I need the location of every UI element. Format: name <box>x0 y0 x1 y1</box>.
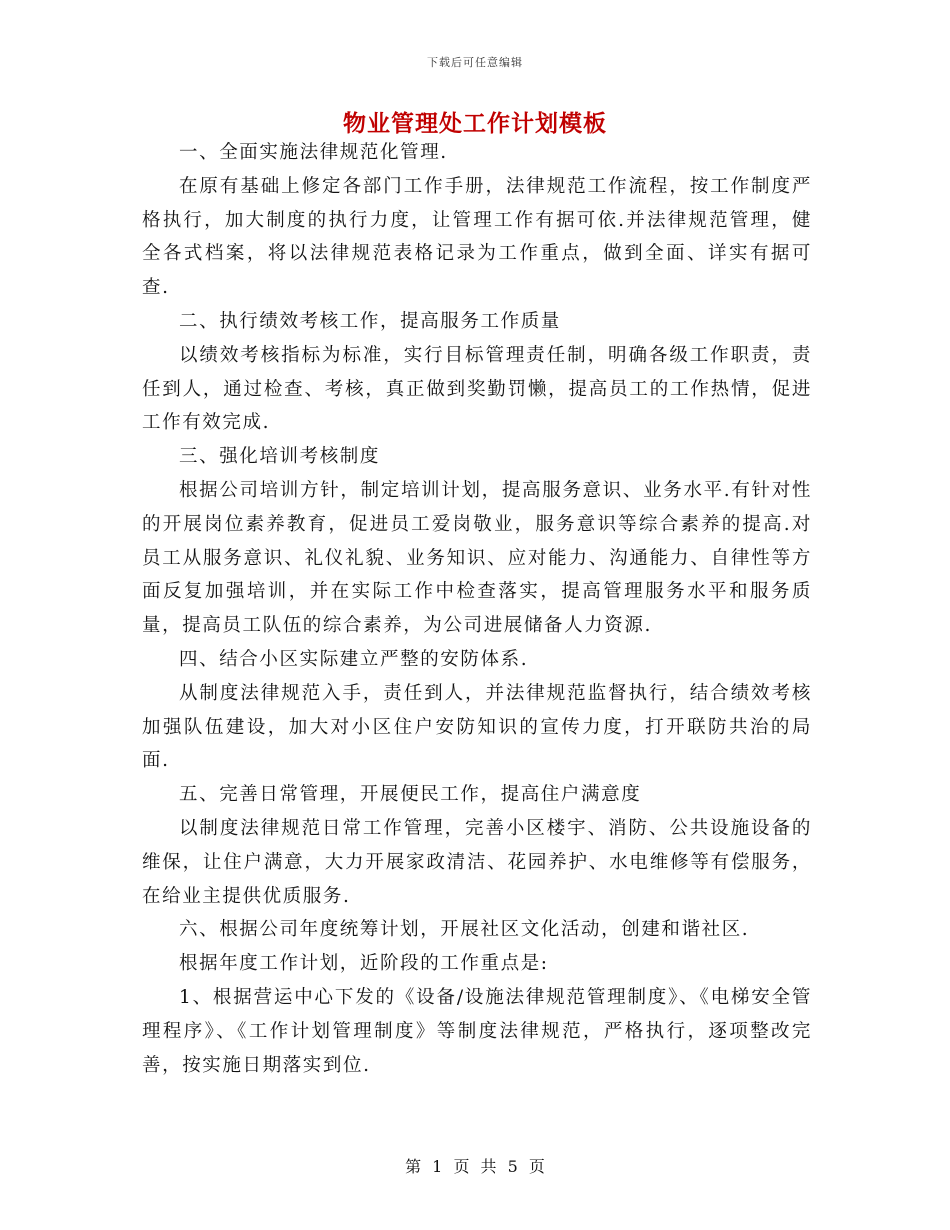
heading-section-6: 六、根据公司年度统筹计划，开展社区文化活动，创建和谐社区. <box>179 919 750 941</box>
paragraph-focus-item-1: 1、根据营运中心下发的《设备/设施法律规范管理制度》、《电梯安全管理程序》、《工作计划管理制度》等制度法律规范，严格执行，逐项整改完善，按实施日期落实到位. <box>142 986 812 1076</box>
paragraph-section-4: 从制度法律规范入手，责任到人，并法律规范监督执行，结合绩效考核加强队伍建设，加大对小区住户安防知识的宣传力度，打开联防共治的局面. <box>142 682 812 772</box>
heading-section-5: 五、完善日常管理，开展便民工作，提高住户满意度 <box>179 784 642 806</box>
paragraph-section-3: 根据公司培训方针，制定培训计划，提高服务意识、业务水平.有针对性的开展岗位素养教育，促进员工爱岗敬业，服务意识等综合素养的提高.对员工从服务意识、礼仪礼貌、业务知识、应对能力、沟通能力、自律性等方面反复加强培训，并在实际工作中检查落实，提高管理服务水平和服务质量，提高员工队伍的综合素养，为公司进展储备人力资源. <box>142 479 812 637</box>
paragraph-section-2: 以绩效考核指标为标准，实行目标管理责任制，明确各级工作职责，责任到人，通过检查、考核，真正做到奖勤罚懒，提高员工的工作热情，促进工作有效完成. <box>142 344 812 434</box>
document-title: 物业管理处工作计划模板 <box>343 110 607 137</box>
header-note: 下载后可任意编辑 <box>427 56 523 69</box>
page-number-footer: 第 1 页 共 5 页 <box>405 1157 545 1176</box>
paragraph-section-5: 以制度法律规范日常工作管理，完善小区楼宇、消防、公共设施设备的维保，让住户满意，大力开展家政清洁、花园养护、水电维修等有偿服务，在给业主提供优质服务. <box>142 817 812 907</box>
document-body <box>142 136 812 1082</box>
paragraph-section-1: 在原有基础上修定各部门工作手册，法律规范工作流程，按工作制度严格执行，加大制度的执行力度，让管理工作有据可依.并法律规范管理，健全各式档案，将以法律规范表格记录为工作重点，做到全面、详实有据可查. <box>142 175 812 299</box>
paragraph-focus-intro: 根据年度工作计划，近阶段的工作重点是: <box>179 953 549 975</box>
heading-section-3: 三、强化培训考核制度 <box>179 446 381 468</box>
heading-section-1: 一、全面实施法律规范化管理. <box>179 142 448 163</box>
heading-section-4: 四、结合小区实际建立严整的安防体系. <box>179 648 529 670</box>
heading-section-2: 二、执行绩效考核工作，提高服务工作质量 <box>179 310 561 332</box>
